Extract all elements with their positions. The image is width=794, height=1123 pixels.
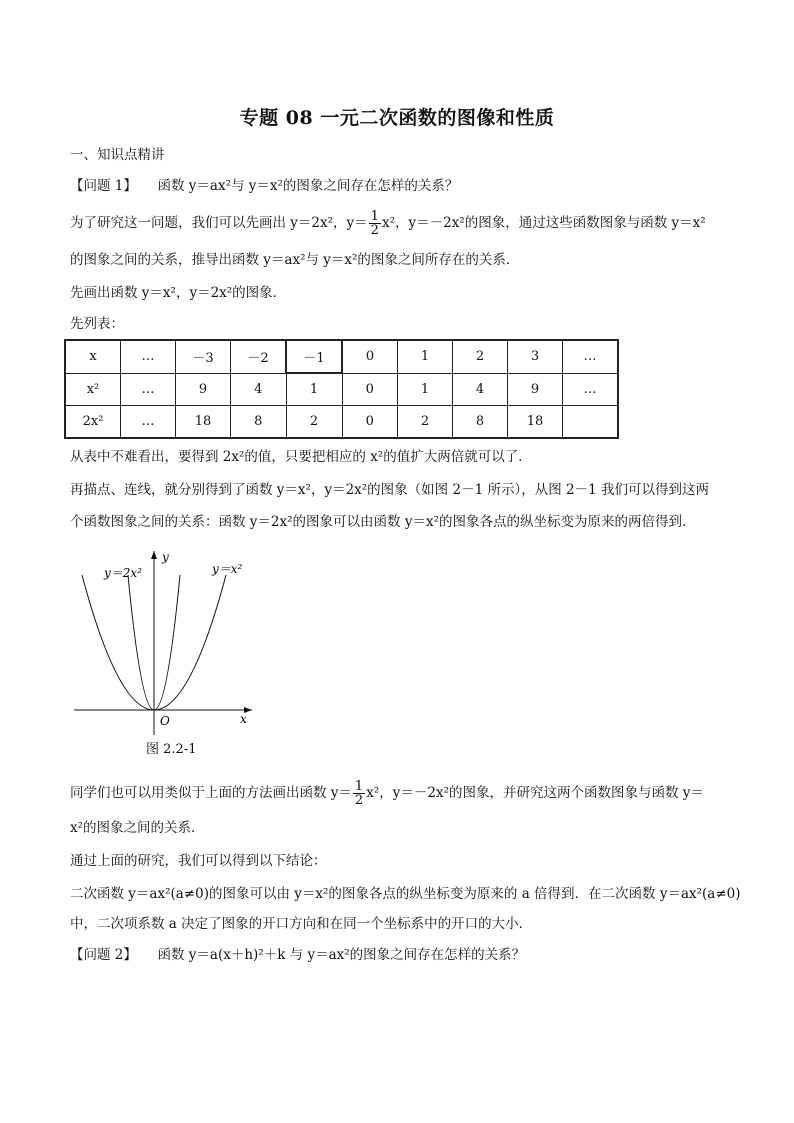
- paragraph-8-line-2: 中，二次项系数 a 决定了图象的开口方向和在同一个坐标系中的开口的大小．: [70, 916, 533, 932]
- table-cell: 0: [342, 373, 398, 406]
- paragraph-1-line-2: 的图象之间的关系，推导出函数 y＝ax²与 y＝x²的图象之间所存在的关系．: [70, 252, 520, 268]
- table-cell: 4: [453, 373, 508, 406]
- paragraph-6-text-a: 同学们也可以用类似于上面的方法画出函数 y＝: [70, 785, 352, 801]
- label-y-2x2: y＝2x²: [104, 566, 142, 580]
- table-cell: …: [121, 406, 176, 439]
- value-table: [64, 339, 619, 439]
- table-cell: 2x²: [65, 406, 121, 439]
- table-cell: 1: [398, 373, 453, 406]
- question-2: [70, 945, 525, 965]
- axis-label-y: y: [162, 550, 169, 564]
- paragraph-1-text-a: 为了研究这一问题，我们可以先画出 y＝2x²，y＝: [70, 215, 368, 231]
- paragraph-5-line-1: 再描点、连线，就分别得到了函数 y＝x²，y＝2x²的图象（如图 2－1 所示），从图 2－1 我们可以得到这两: [70, 482, 709, 498]
- table-cell: …: [563, 373, 619, 406]
- table-cell: 18: [508, 406, 563, 439]
- paragraph-6-line-1: [70, 780, 704, 807]
- table-cell: 8: [231, 406, 287, 439]
- table-cell: －3: [176, 340, 231, 373]
- paragraph-4: 从表中不难看出，要得到 2x²的值，只要把相应的 x²的值扩大两倍就可以了．: [70, 449, 532, 465]
- table-row: [65, 340, 618, 373]
- table-cell: [563, 406, 619, 439]
- paragraph-5-line-2: 个函数图象之间的关系：函数 y＝2x²的图象可以由函数 y＝x²的图象各点的纵坐标变为原来的两倍得到．: [70, 514, 696, 530]
- fraction-denominator: 2: [370, 223, 379, 238]
- label-y-x2: y＝x²: [212, 562, 243, 576]
- axis-label-x: x: [240, 712, 247, 726]
- paragraph-2: 先画出函数 y＝x²，y＝2x²的图象．: [70, 285, 287, 301]
- table-cell: 2: [453, 340, 508, 373]
- table-cell: 4: [231, 373, 287, 406]
- figure-caption: 图 2.2-1: [146, 742, 197, 757]
- table-cell: 18: [176, 406, 231, 439]
- question-1: [70, 176, 458, 196]
- table-cell: 9: [176, 373, 231, 406]
- table-cell: 0: [342, 340, 398, 373]
- fraction-one-half-2: [353, 780, 365, 807]
- question-2-text: 函数 y＝a(x＋h)²＋k 与 y＝ax²的图象之间存在怎样的关系？: [157, 947, 526, 963]
- origin-label: O: [160, 714, 170, 728]
- table-cell: －1: [286, 340, 342, 373]
- paragraph-1-text-b: x²，y＝－2x²的图象，通过这些函数图象与函数 y＝x²: [381, 215, 706, 231]
- fraction-numerator: 1: [370, 209, 379, 224]
- section-heading: 一、知识点精讲: [70, 147, 165, 163]
- table-cell: …: [121, 373, 176, 406]
- question-1-label: 【问题 1】: [70, 178, 137, 194]
- table-cell: 2: [286, 406, 342, 439]
- question-2-label: 【问题 2】: [70, 947, 137, 963]
- paragraph-6-text-b: x²，y＝－2x²的图象，并研究这两个函数图象与函数 y＝: [366, 785, 704, 801]
- paragraph-3: 先列表：: [70, 316, 124, 332]
- fraction-denominator: 2: [354, 793, 364, 808]
- paragraph-8-line-1: 二次函数 y＝ax²(a≠0)的图象可以由 y＝x²的图象各点的纵坐标变为原来的 a 倍得到．在二次函数 y＝ax²(a≠0): [70, 886, 741, 902]
- table-cell: 9: [508, 373, 563, 406]
- table-cell: x: [65, 340, 121, 373]
- table-cell: 3: [508, 340, 563, 373]
- table-cell: …: [121, 340, 176, 373]
- paragraph-6-line-2: x²的图象之间的关系．: [70, 820, 205, 836]
- table-cell: …: [563, 340, 619, 373]
- table-cell: 2: [398, 406, 453, 439]
- fraction-numerator: 1: [354, 779, 364, 794]
- fraction-one-half: [369, 210, 381, 237]
- page-title: 专题 08 一元二次函数的图像和性质: [239, 107, 555, 129]
- table-cell: 1: [286, 373, 342, 406]
- table-row: [65, 406, 618, 439]
- table-cell: 1: [398, 340, 453, 373]
- question-1-text: 函数 y＝ax²与 y＝x²的图象之间存在怎样的关系？: [157, 178, 459, 194]
- table-cell: x²: [65, 373, 121, 406]
- parabola-graph: [74, 545, 264, 735]
- table-cell: 8: [453, 406, 508, 439]
- paragraph-1-line-1: [70, 210, 706, 237]
- table-row: [65, 373, 618, 406]
- paragraph-7: 通过上面的研究，我们可以得到以下结论：: [70, 853, 327, 869]
- table-cell: －2: [231, 340, 287, 373]
- table-cell: 0: [342, 406, 398, 439]
- y-axis-arrow-icon: [151, 551, 157, 559]
